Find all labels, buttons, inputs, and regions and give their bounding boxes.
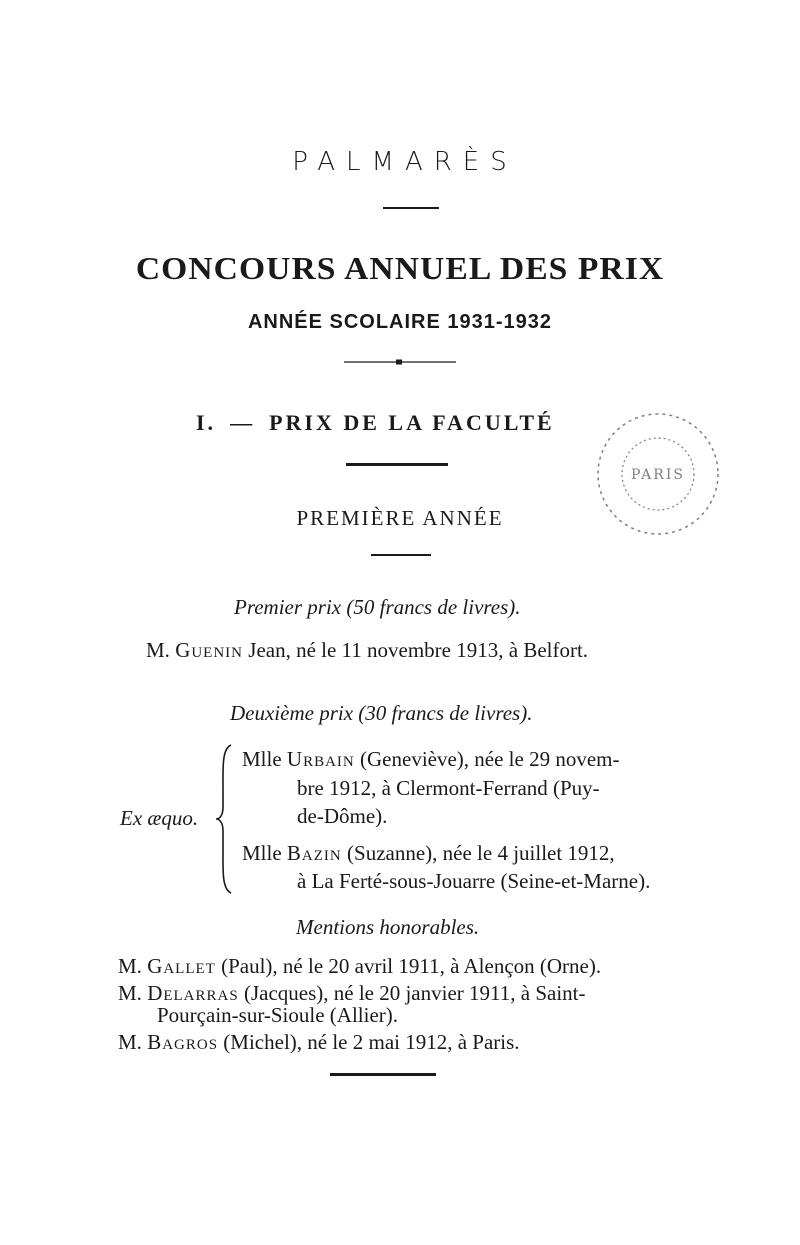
school-year: ANNÉE SCOLAIRE 1931-1932 [247,311,553,333]
mention-details: (Michel), né le 2 mai 1912, à Paris. [223,1030,520,1054]
divider-rule [330,1073,436,1076]
winner-details: (Suzanne), née le 4 juillet 1912, [347,841,615,865]
mention-details: (Jacques), né le 20 janvier 1911, à Saint- [243,981,586,1005]
divider-rule [383,207,439,209]
deuxieme-prix-winner-1-line1 [242,746,619,772]
surname: Guenin [175,638,244,662]
surname: Bagros [147,1030,219,1054]
honorific: M. [146,638,170,662]
stamp-text: PARIS [631,467,685,483]
mention-entry [118,953,601,979]
section-dash: — [230,410,256,435]
section-number: I. [196,410,217,435]
premier-prix-heading: Premier prix (50 francs de livres). [234,595,521,619]
year-heading: PREMIÈRE ANNÉE [296,506,504,530]
palmares-heading: PALMARÈS [292,147,518,177]
honorific: M. [118,981,142,1005]
brace-icon [214,743,236,895]
surname: Gallet [147,954,216,978]
library-stamp [588,404,728,544]
concours-title: CONCOURS ANNUEL DES PRIX [135,250,665,286]
surname: Bazin [286,841,342,865]
mention-details: (Paul), né le 20 avril 1911, à Alençon (Orne). [221,954,602,978]
section-title [196,410,555,436]
mention-entry [118,1029,520,1055]
surname: Urbain [286,747,355,771]
section-name: PRIX DE LA FACULTÉ [269,410,555,435]
honorific: M. [118,1030,142,1054]
mentions-heading: Mentions honorables. [296,915,480,939]
deuxieme-prix-winner-2-line1 [242,840,615,866]
winner-details: Jean, né le 11 novembre 1913, à Belfort. [248,638,589,662]
mention-entry-continuation: Pourçain-sur-Sioule (Allier). [157,1003,399,1027]
honorific: M. [118,954,142,978]
premier-prix-winner [146,637,588,663]
ornament-divider [344,358,456,366]
divider-rule [371,554,431,556]
deuxieme-prix-winner-1-line2: bre 1912, à Clermont-Ferrand (Puy- [297,776,600,800]
honorific: Mlle [242,747,282,771]
divider-rule [346,463,448,466]
winner-details: (Geneviève), née le 29 novem- [360,747,620,771]
deuxieme-prix-winner-2-line2: à La Ferté-sous-Jouarre (Seine-et-Marne). [297,869,651,893]
deuxieme-prix-winner-1-line3: de-Dôme). [297,804,388,828]
surname: Delarras [147,981,239,1005]
ex-aequo-label: Ex æquo. [120,806,199,830]
deuxieme-prix-heading: Deuxième prix (30 francs de livres). [230,701,533,725]
honorific: Mlle [242,841,282,865]
